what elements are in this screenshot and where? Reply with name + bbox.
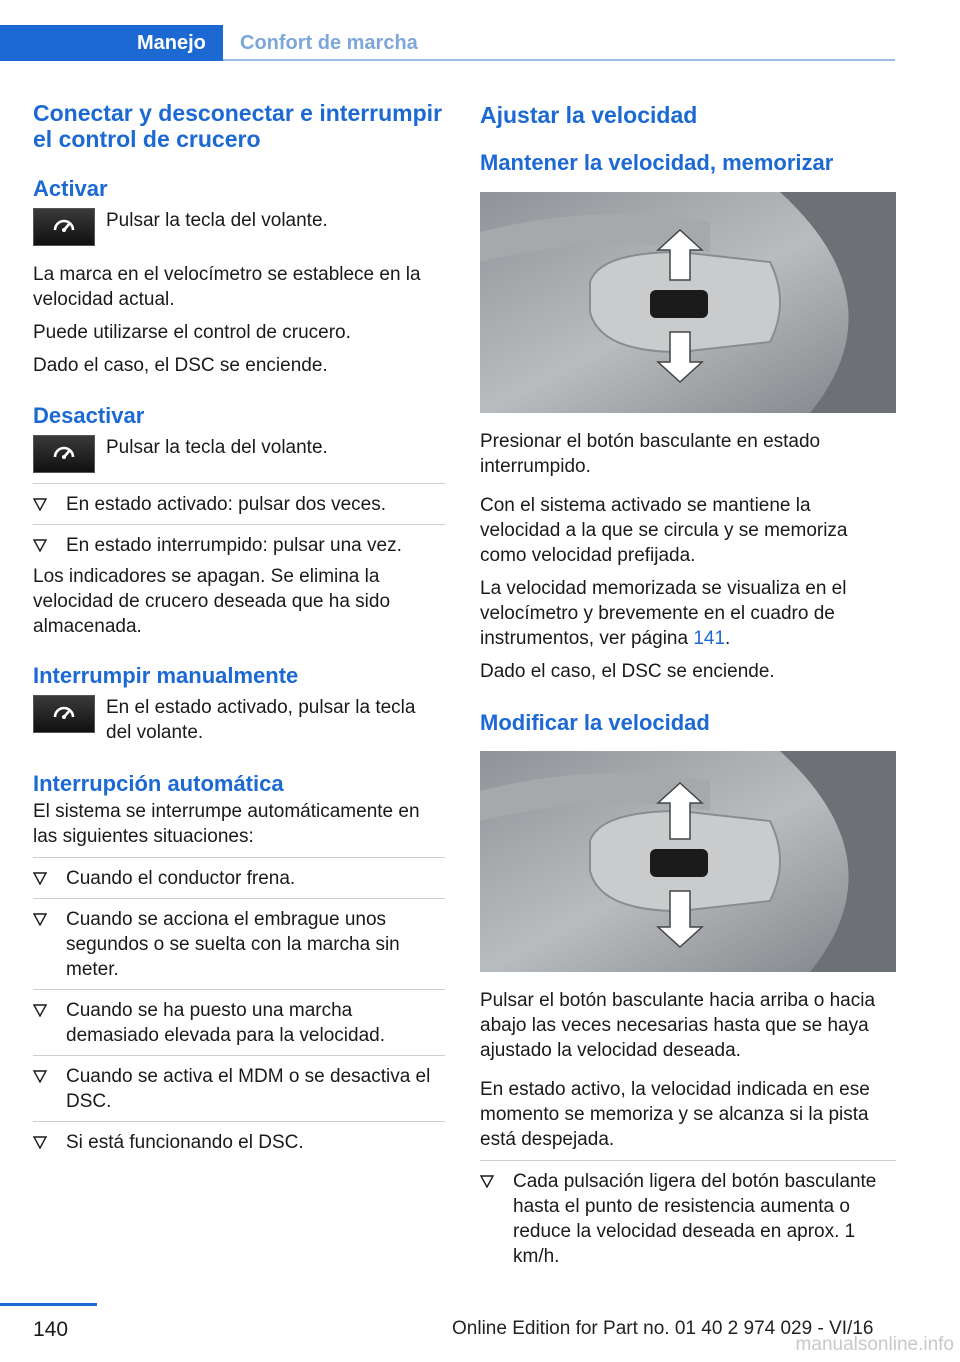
triangle-bullet-icon [33,539,47,552]
mantener-paragraph-4: Dado el caso, el DSC se enciende. [480,661,775,682]
divider [33,1055,445,1056]
manual-instruction: En el estado activado, pulsar la tecla del volante. [106,697,416,743]
modificar-paragraph-2: En estado activo, la velocidad indicada en ese momento se memoriza y se alcanza si la pista está despejada. [480,1079,870,1150]
list-item [33,866,445,891]
paragraph-text: La velocidad memorizada se visualiza en el velocímetro y brevemente en el cuadro de instrumentos, ver página [480,578,847,649]
triangle-bullet-icon [33,1070,47,1083]
activar-button-row [33,208,445,246]
mantener-paragraph-1: Presionar el botón basculante en estado interrumpido. [480,431,821,477]
page-reference-link[interactable]: 141 [693,628,726,649]
steering-wheel-rocker-photo [480,751,896,972]
heading-activar: Activar [33,176,108,201]
cruise-control-button-icon [33,695,95,733]
bullet-text: Cuando el conductor frena. [66,868,296,889]
activar-instruction: Pulsar la tecla del volante. [106,210,328,231]
triangle-bullet-icon [33,872,47,885]
activar-paragraph-2: Puede utilizarse el control de crucero. [33,322,351,343]
triangle-bullet-icon [480,1175,494,1188]
list-item [33,492,445,517]
bullet-text: Cuando se ha puesto una marcha demasiado elevada para la velocidad. [66,1000,385,1046]
mantener-paragraph-2: Con el sistema activado se mantiene la velocidad a la que se circula y se memoriza como velocidad prefijada. [480,495,848,566]
list-item [33,533,445,558]
section-tab-manejo[interactable]: Manejo [0,25,223,61]
bullet-text: Cuando se activa el MDM o se desactiva el DSC. [66,1066,431,1112]
bullet-text: En estado interrumpido: pulsar una vez. [66,535,402,556]
list-item [480,1169,896,1269]
section-title-conectar: Conectar y desconectar e interrumpir el control de crucero [33,100,443,152]
header-divider [223,59,895,61]
footer-edition: Online Edition for Part no. 01 40 2 974 029 - VI/16 [452,1318,874,1339]
divider [33,1121,445,1122]
list-item [33,907,445,982]
steering-wheel-rocker-photo [480,192,896,413]
cruise-control-button-icon [33,208,95,246]
heading-interrupcion-automatica: Interrupción automática [33,771,284,796]
manual-button-row [33,695,445,745]
cruise-control-button-icon [33,435,95,473]
modificar-paragraph-1: Pulsar el botón basculante hacia arriba o hacia abajo las veces necesarias hasta que se haya ajustado la velocidad deseada. [480,990,876,1061]
triangle-bullet-icon [33,1136,47,1149]
desactivar-bullet-list [33,492,445,558]
desactivar-instruction: Pulsar la tecla del volante. [106,437,328,458]
section-title-ajustar: Ajustar la velocidad [480,102,698,128]
heading-modificar: Modificar la velocidad [480,710,710,735]
activar-paragraph-1: La marca en el velocímetro se establece en la velocidad actual. [33,264,421,310]
list-item [33,1130,445,1155]
triangle-bullet-icon [33,913,47,926]
auto-bullet-list [33,866,445,1155]
divider [33,898,445,899]
list-item [33,1064,445,1114]
footer-divider [0,1303,97,1306]
heading-desactivar: Desactivar [33,403,145,428]
activar-paragraph-3: Dado el caso, el DSC se enciende. [33,355,328,376]
page-header [0,0,960,64]
right-column [480,100,896,1269]
modificar-bullet-list [480,1169,896,1269]
left-column [33,100,445,1155]
bullet-text: Cada pulsación ligera del botón basculante hasta el punto de resistencia aumenta o reduce la velocidad deseada en aprox. 1 km/h. [513,1171,877,1267]
bullet-text: Cuando se acciona el embrague unos segundos o se suelta con la marcha sin meter. [66,909,400,980]
desactivar-button-row [33,435,445,473]
heading-interrumpir-manualmente: Interrumpir manualmente [33,663,299,688]
divider [33,483,445,484]
watermark: manualsonline.info [795,1334,954,1355]
page-number: 140 [33,1318,69,1341]
triangle-bullet-icon [33,498,47,511]
bullet-text: Si está funcionando el DSC. [66,1132,304,1153]
divider [33,857,445,858]
divider [33,524,445,525]
paragraph-text: . [725,628,731,649]
section-tab-confort[interactable]: Confort de marcha [240,32,418,54]
auto-intro: El sistema se interrumpe automáticamente en las siguientes situaciones: [33,801,420,847]
triangle-bullet-icon [33,1004,47,1017]
divider [480,1160,896,1161]
bullet-text: En estado activado: pulsar dos veces. [66,494,387,515]
list-item [33,998,445,1048]
desactivar-paragraph: Los indicadores se apagan. Se elimina la velocidad de crucero deseada que ha sido almacenada. [33,566,391,637]
mantener-paragraph-3 [480,576,896,651]
divider [33,989,445,990]
heading-mantener: Mantener la velocidad, memorizar [480,150,834,175]
